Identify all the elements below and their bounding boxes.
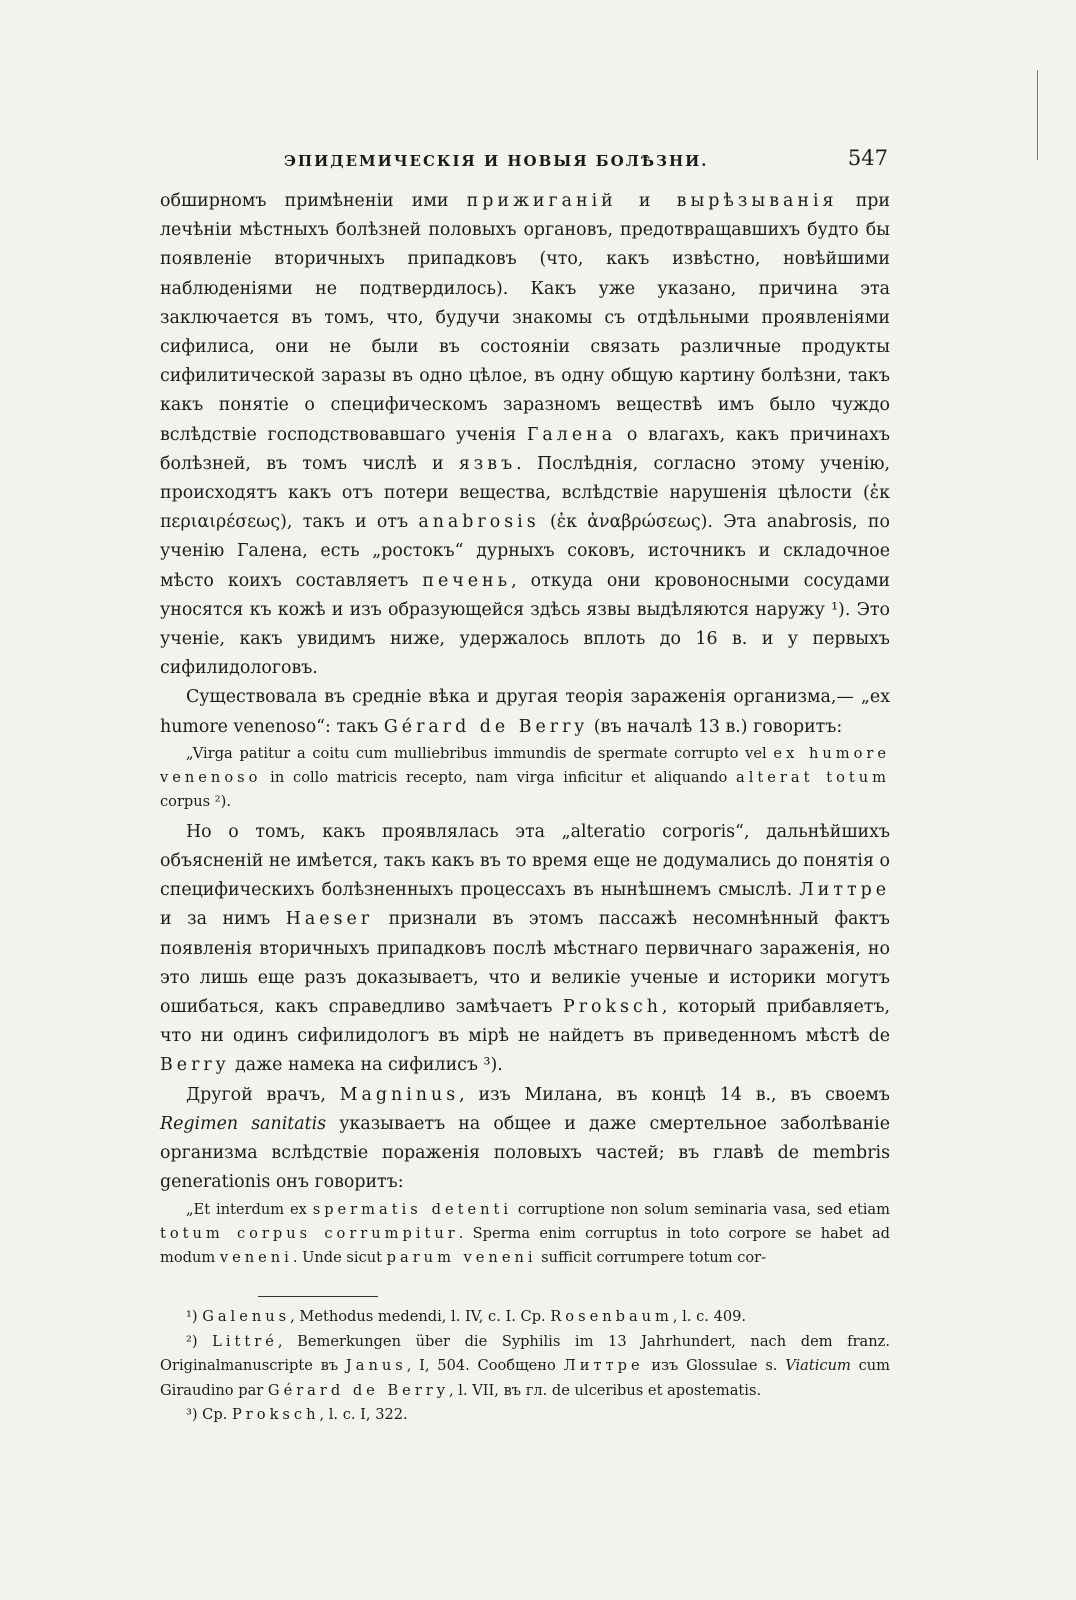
fn3-part: , l. c. I, 322.	[319, 1406, 408, 1423]
fn2-part: cum Giraudino par	[160, 1357, 890, 1399]
q2-part: . Unde sicut	[292, 1248, 387, 1266]
page-number: 547	[847, 146, 888, 170]
fn3-part: ³) Cp.	[186, 1406, 232, 1423]
p3-part: , который прибавляетъ, что ни одинъ сифилидологъ въ мірѣ не найдетъ въ приведенномъ мѣстѣ de	[160, 997, 890, 1047]
fn2-italic: Viaticum	[785, 1357, 851, 1374]
p1-spaced-anabrosis: anabrosis	[418, 512, 540, 533]
p3-spaced-proksch: Proksch	[563, 997, 662, 1018]
p3-part: и за нимъ	[160, 909, 286, 930]
running-head-title: ЭПИДЕМИЧЕСКІЯ И НОВЫЯ БОЛѢЗНИ.	[284, 152, 709, 170]
fn2-spaced: Janus	[345, 1357, 407, 1374]
p4-part: Другой врачъ,	[186, 1084, 340, 1105]
p4-part: указываетъ на общее и даже смертельное заболѣваніе организма вслѣдствіе пораженія половыхъ частей; въ главѣ de membris generationis онъ говоритъ:	[160, 1113, 890, 1193]
fn3-spaced: Proksch	[231, 1406, 320, 1423]
q2-part: corruptione non solum seminaria vasa, sed etiam	[512, 1200, 890, 1218]
p3-spaced-haeser: Haeser	[285, 909, 374, 930]
fn1-part: , l. c. 409.	[672, 1308, 747, 1325]
p3-part: даже намека на сифилисъ ³).	[229, 1055, 503, 1076]
fn1-part: , Methodus medendi, l. IV, c. I. Cp.	[290, 1308, 551, 1325]
footnote-2	[160, 1330, 890, 1404]
p1-part: (ἐκ ἀναβρώσεως). Эта anabrosis, по ученію Галена, есть „ростокъ“ дурныхъ соковъ, источникъ и складочное мѣсто коихъ составляетъ	[160, 512, 890, 591]
p3-spaced-berry: Berry	[160, 1055, 230, 1076]
quote-2	[160, 1198, 890, 1270]
p3-part: Но о томъ, какъ проявлялась эта „alteratio corporis“, дальнѣйшихъ объясненій не имѣется, такъ какъ въ то время еще не додумались до понятія о специфическихъ болѣзненныхъ процессахъ въ нынѣшнемъ смыслѣ.	[160, 821, 890, 901]
running-head	[164, 146, 888, 176]
quote-1	[160, 742, 890, 814]
p1-part: , откуда они кровоносными сосудами уносятся къ кожѣ и изъ образующейся здѣсь язвы выдѣляются наружу ¹). Это ученіе, какъ увидимъ ниже, удержалось вплоть до 16 в. и у первыхъ сифилидологовъ.	[160, 570, 890, 679]
fn1-spaced: Rosenbaum	[550, 1308, 673, 1325]
p2-part: Существовала въ средніе вѣка и другая теорія зараженія организма,— „ex humore venenoso“: такъ	[160, 687, 890, 737]
fn2-part: , l. VII, въ гл. de ulceribus et apostematis.	[449, 1381, 762, 1399]
fn2-spaced: Gérard de Berry	[267, 1381, 450, 1399]
footnote-3	[160, 1403, 890, 1428]
p3-spaced-littre: Литтре	[799, 880, 890, 901]
p4-italic-regimen: Regimen sanitatis	[160, 1113, 327, 1134]
paragraph-3	[160, 818, 890, 1081]
fn2-part: , I, 504. Сообщено	[406, 1357, 564, 1374]
fn2-spaced: Littré	[212, 1332, 278, 1350]
footnote-1	[160, 1305, 890, 1330]
q1-spaced: ex humore venenoso	[160, 744, 891, 786]
q2-part: sufficit corrumpere totum cor-	[536, 1248, 767, 1266]
footnotes	[160, 1305, 890, 1428]
p1-spaced-yazv: язвъ	[458, 453, 517, 474]
p2-part: (въ началѣ 13 в.) говоритъ:	[588, 716, 843, 737]
q1-part: in collo matricis recepto, nam virga inficitur et aliquando	[261, 768, 737, 786]
p1-spaced-pechen: печень	[422, 570, 512, 591]
q1-part: corpus ²).	[160, 792, 231, 810]
fn2-spaced: Литтре	[563, 1357, 644, 1374]
q2-part: „Et interdum ex	[186, 1200, 313, 1218]
fn1-spaced: Galenus	[202, 1308, 291, 1325]
p1-spaced: прижиганій и вырѣзыванія	[466, 191, 838, 211]
p1-part: при лечѣніи мѣстныхъ болѣзней половыхъ органовъ, предотвращавшихъ будто бы появленіе вторичныхъ припадковъ (что, какъ извѣстно, новѣйшими наблюденіями не подтвердилось). Какъ уже указано, причина эта заключается въ томъ, что, будучи знакомы съ отдѣльными проявленіями сифилиса, они не были въ состояніи связать различные продукты сифилитической заразы въ одно цѣлое, въ одну общую картину болѣзни, такъ какъ понятіе о специфическомъ заразномъ веществѣ имъ было чуждо вслѣдствіе господствовавшаго ученія	[160, 191, 891, 445]
p1-part: о влагахъ, какъ причинахъ болѣзней, въ томъ числѣ и	[160, 424, 890, 474]
p2-spaced-gerard: Gérard de Berry	[383, 716, 589, 737]
q2-part: . Sperma enim corruptus in toto corpore se habet ad modum	[160, 1224, 890, 1266]
scan-edge-line	[1037, 70, 1038, 160]
paragraph-1	[160, 187, 890, 683]
q1-spaced: alterat totum	[736, 768, 890, 786]
fn2-part: , Bemerkungen über die Syphilis im 13 Jahrhundert, nach dem franz. Originalmanuscripte въ	[160, 1332, 890, 1374]
fn1-part: ¹)	[186, 1308, 203, 1325]
footnote-rule	[258, 1296, 378, 1297]
q2-spaced: veneni	[219, 1248, 293, 1266]
p4-part: , изъ Милана, въ концѣ 14 в., въ своемъ	[459, 1084, 890, 1105]
q2-spaced: spermatis detenti	[312, 1200, 513, 1218]
paragraph-4	[160, 1081, 890, 1198]
p3-part: признали въ этомъ пассажѣ несомнѣнный фактъ появленія вторичныхъ припадковъ послѣ мѣстнаго первичнаго зараженія, но это лишь еще разъ доказываетъ, что и великіе ученые и историки могутъ ошибаться, какъ справедливо замѣчаетъ	[160, 909, 890, 1018]
body-text	[160, 187, 890, 1274]
p1-spaced-galen: Галена	[526, 424, 617, 445]
p1-part: . Послѣднія, согласно этому ученію, происходятъ какъ отъ потери вещества, вслѣдствіе нарушенія цѣлости (ἐκ περιαιρέσεως), такъ и отъ	[160, 453, 890, 533]
p4-spaced-magninus: Magninus	[339, 1084, 460, 1105]
paragraph-2	[160, 683, 890, 741]
fn2-part: изъ Glossulae s.	[643, 1357, 786, 1374]
q1-part: „Virga patitur a coitu cum mulliebribus immundis de spermate corrupto vel	[186, 744, 774, 762]
q2-spaced: totum corpus corrumpitur	[160, 1224, 459, 1242]
fn2-part: ²)	[186, 1332, 213, 1350]
q2-spaced: parum veneni	[386, 1248, 537, 1266]
p1-part: обширномъ примѣненіи ими	[160, 191, 467, 211]
